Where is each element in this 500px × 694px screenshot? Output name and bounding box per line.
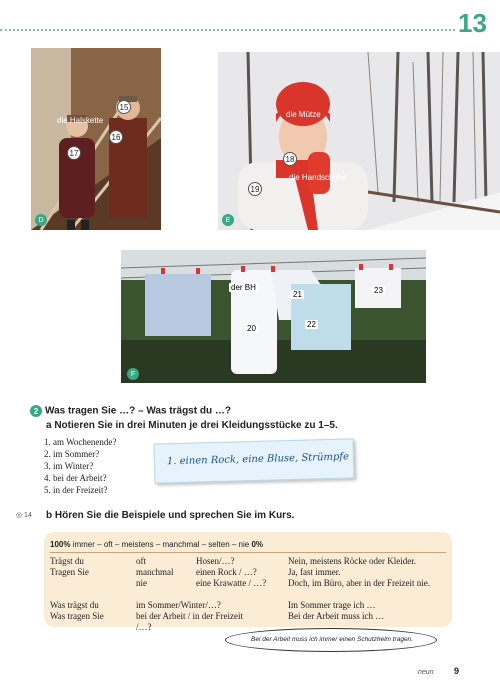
cell: Hosen/…?	[196, 556, 235, 566]
cell: Ja, fast immer.	[288, 567, 341, 577]
exercise-number: 2	[30, 405, 42, 417]
cell: manchmal	[136, 567, 174, 577]
cell: oft	[136, 556, 146, 566]
number-18: 18	[283, 152, 297, 166]
question-list	[44, 436, 116, 496]
chapter-number: 13	[458, 8, 487, 38]
page-word: neun	[418, 669, 434, 676]
photo-f-clothesline	[121, 250, 426, 383]
list-item: 1. am Wochenende?	[44, 437, 117, 447]
list-item: 4. bei der Arbeit?	[44, 473, 107, 483]
exercise-2a-instruction: a Notieren Sie in drei Minuten je drei Kleidungsstücke zu 1–5.	[46, 420, 338, 431]
number-16: 16	[109, 130, 123, 144]
table-col-3	[196, 556, 286, 589]
cell: im Sommer/Winter/…?	[136, 600, 221, 610]
cell: Im Sommer trage ich …	[288, 600, 376, 610]
phrase-table	[44, 532, 452, 632]
header-dotted-line	[0, 29, 455, 31]
number-22: 22	[307, 320, 316, 329]
cell: Was tragen Sie	[50, 611, 104, 621]
table-col-4	[288, 556, 450, 622]
list-item: 5. in der Freizeit?	[44, 485, 108, 495]
photo-letter-f: F	[127, 368, 139, 380]
handwritten-note	[154, 438, 355, 483]
number-15: 15	[117, 100, 131, 114]
label-necklace: die Halskette	[57, 116, 104, 125]
cell: Bei der Arbeit muss ich …	[288, 611, 385, 621]
label-bra: der BH	[231, 283, 256, 292]
speech-text: Bei der Arbeit muss ich immer einen Schutzhelm tragen.	[251, 636, 413, 643]
cell: einen Rock / …?	[196, 567, 257, 577]
cell: bei der Arbeit / in der Freizeit /…?	[136, 611, 243, 632]
cell: Was trägst du	[50, 600, 99, 610]
scale-divider	[50, 552, 446, 553]
exercise-2b-instruction: b Hören Sie die Beispiele und sprechen Sie im Kurs.	[46, 510, 295, 521]
scale-middle: immer – oft – meistens – manchmal – selten – nie	[72, 540, 250, 549]
cell: Tragen Sie	[50, 567, 89, 577]
number-20: 20	[247, 324, 256, 333]
label-hat: die Mütze	[286, 110, 321, 119]
number-17: 17	[67, 146, 81, 160]
photo-f-illustration	[121, 250, 426, 383]
speech-bubble	[225, 628, 437, 652]
label-gloves: die Handschuhe	[289, 173, 347, 182]
number-23: 23	[374, 286, 383, 295]
audio-track[interactable]: ◎ 14	[16, 512, 32, 519]
photo-d-couple-stairs	[31, 48, 161, 230]
note-text: 1. einen Rock, eine Bluse, Strümpfe	[166, 451, 350, 468]
scale-start: 100%	[50, 540, 71, 549]
photo-letter-d: D	[35, 214, 47, 226]
table-col-1	[50, 556, 130, 622]
photo-e-illustration	[218, 52, 500, 230]
cell: Trägst du	[50, 556, 84, 566]
list-item: 2. im Sommer?	[44, 449, 100, 459]
cell: Nein, meistens Röcke oder Kleider.	[288, 556, 416, 566]
frequency-scale	[50, 539, 263, 550]
photo-d-illustration	[31, 48, 161, 230]
number-21: 21	[293, 290, 302, 299]
scale-end: 0%	[251, 540, 264, 549]
exercise-title: Was tragen Sie …? – Was trägst du …?	[45, 405, 231, 417]
page-number: 9	[454, 666, 460, 676]
photo-e-woman-winter	[218, 52, 500, 230]
cell: Doch, im Büro, aber in der Freizeit nie.	[288, 578, 430, 588]
cell: eine Krawatte / …?	[196, 578, 267, 588]
cell: nie	[136, 578, 147, 588]
photo-letter-e: E	[222, 214, 234, 226]
number-19: 19	[248, 182, 262, 196]
exercise-2-heading	[30, 405, 231, 417]
list-item: 3. im Winter?	[44, 461, 94, 471]
